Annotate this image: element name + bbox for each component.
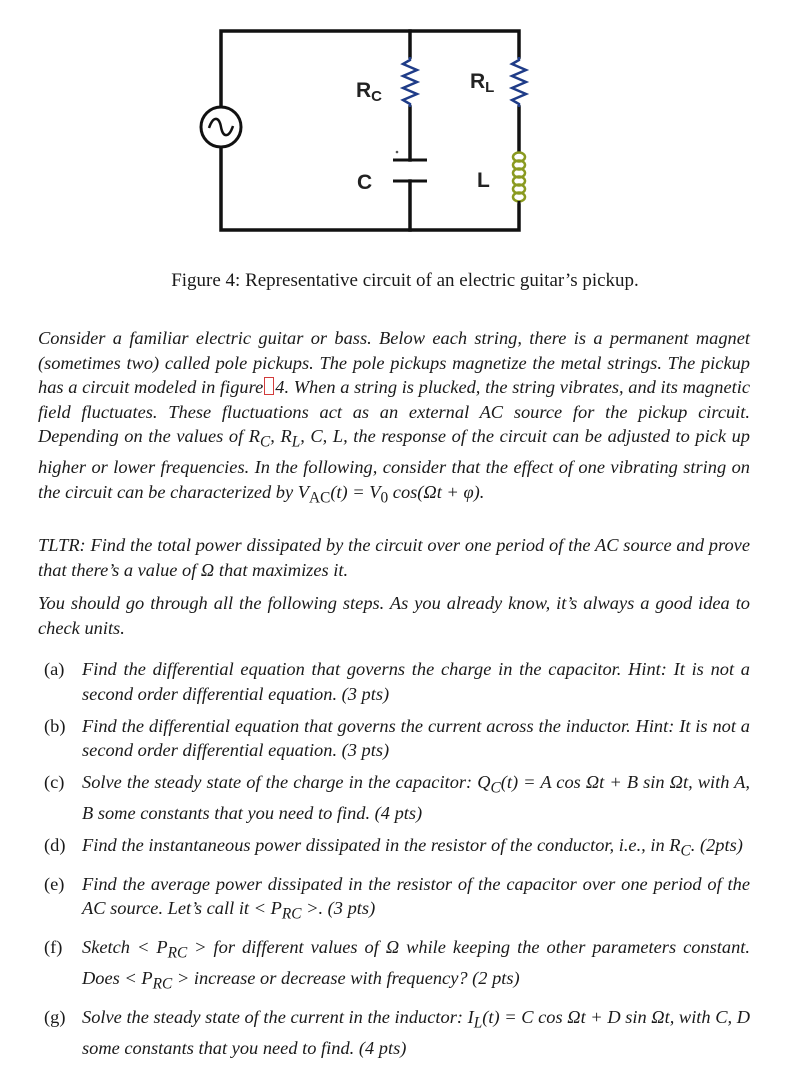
intro-text: , R	[270, 426, 292, 446]
question-item	[40, 872, 750, 928]
item-text: >. (3 pts)	[301, 898, 376, 919]
intro-text: cos(Ωt + φ).	[388, 481, 485, 502]
resistor-rc-icon	[403, 57, 417, 107]
figure-ref-link[interactable]	[264, 377, 274, 395]
item-text: (t) = C cos Ωt + D sin Ωt, with C, D some constants that you need to find. (4 pts)	[82, 1006, 750, 1059]
label-l: L	[477, 169, 490, 192]
subscript: 0	[380, 489, 389, 507]
figure-ref-number[interactable]: 4	[275, 377, 285, 397]
subscript: C	[680, 842, 691, 860]
label-c: C	[357, 171, 373, 194]
question-item	[40, 833, 750, 864]
capacitor-icon	[393, 160, 427, 181]
question-item	[40, 714, 750, 763]
item-label: (a)	[44, 659, 65, 679]
intro-text: Consider a familiar electric guitar or bass. Below each string, there is a permanent magnet (sometimes two) called pole pickups. The pole pickups magnetize the metal strings. The pickup has a circuit modeled in figure	[38, 328, 750, 397]
item-text: Solve the steady state of the current in the inductor: I	[82, 1006, 474, 1027]
item-text: . (2pts)	[690, 835, 743, 856]
intro-text: (t) = V	[330, 481, 381, 502]
subscript: C	[260, 433, 271, 451]
subscript: RC	[152, 975, 173, 993]
item-label: (b)	[44, 715, 66, 736]
item-text: > for different values of Ω while keeping the other parameters constant. Does < P	[82, 937, 751, 989]
item-text: Find the average power dissipated in the resistor of the capacitor over one period of the AC source. Let’s call it < P	[82, 873, 750, 919]
question-item	[40, 1005, 750, 1061]
subscript: RC	[281, 906, 302, 924]
label-rl: RL	[470, 70, 495, 96]
item-label: (d)	[44, 835, 66, 856]
subscript: AC	[309, 489, 331, 507]
inductor-icon	[513, 153, 525, 202]
item-text: > increase or decrease with frequency? (2 pts)	[172, 968, 520, 989]
figure-caption: Figure 4: Representative circuit of an electric guitar’s pickup.	[171, 270, 639, 291]
ac-source-icon	[201, 107, 241, 147]
intro-text: . When a string is plucked, the string vibrates, and its magnetic field fluctuates. These fluctuations act as an external AC source for the pickup circuit. Depending on the values of R	[38, 377, 750, 446]
item-label: (c)	[44, 772, 65, 792]
subscript: L	[473, 1014, 483, 1032]
label-rc: RC	[356, 79, 383, 105]
resistor-rl-icon	[512, 57, 526, 107]
item-text: Find the differential equation that governs the current across the inductor. Hint: It is not a second order differential equation. (3 pts)	[82, 715, 750, 760]
question-list	[40, 657, 750, 1068]
subscript: C	[490, 779, 501, 797]
item-text: Find the differential equation that governs the charge in the capacitor. Hint: It is not a second order differential equation. (3 pts)	[82, 659, 750, 704]
circuit-diagram	[0, 0, 810, 260]
tltr-paragraph: TLTR: Find the total power dissipated by the circuit over one period of the AC source and prove that there’s a value of Ω that maximizes it.	[38, 535, 750, 580]
question-item	[40, 935, 750, 997]
item-label: (g)	[44, 1006, 66, 1027]
question-item	[40, 770, 750, 826]
item-label: (e)	[44, 873, 65, 894]
subscript: L	[291, 433, 301, 451]
item-text: (t) = A cos Ωt + B sin Ωt, with A, B some constants that you need to find. (4 pts)	[82, 772, 750, 824]
instructions-paragraph: You should go through all the following steps. As you already know, it’s always a good idea to check units.	[38, 593, 750, 638]
item-text: Sketch < P	[82, 937, 168, 958]
question-item	[40, 657, 750, 706]
item-label: (f)	[44, 937, 63, 958]
intro-text: , C, L, the response of the circuit can be adjusted to pick up higher or lower frequencies. In the following, consider that the effect of one vibrating string on the circuit can be characterized by V	[38, 426, 750, 502]
circuit-wires	[221, 31, 519, 230]
subscript: RC	[167, 944, 188, 962]
intro-paragraph	[38, 326, 750, 511]
item-text: Find the instantaneous power dissipated in the resistor of the conductor, i.e., in R	[82, 835, 681, 856]
item-text: Solve the steady state of the charge in the capacitor: Q	[82, 772, 491, 792]
